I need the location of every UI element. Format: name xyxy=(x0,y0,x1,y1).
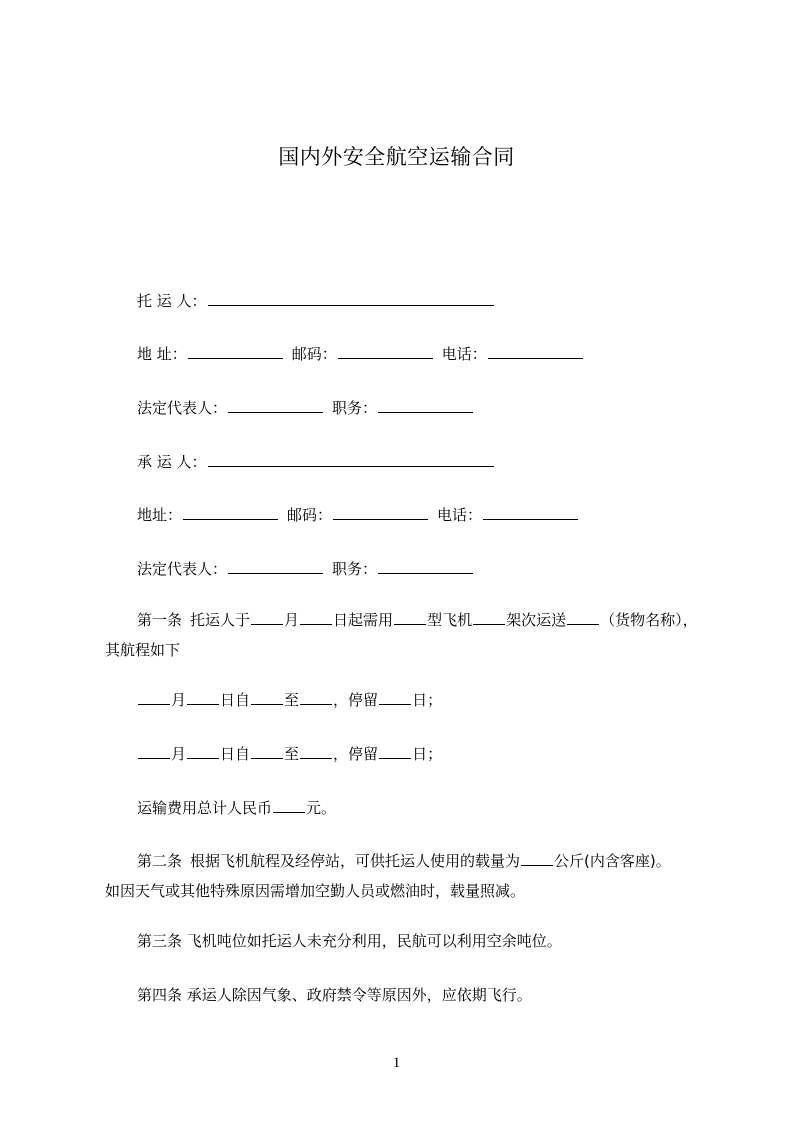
article-1-text: 日起需用 xyxy=(333,611,394,629)
postcode-label: 邮码： xyxy=(287,506,333,524)
article-1-text: 月 xyxy=(284,611,300,629)
article-1-line-2: 其航程如下 xyxy=(105,641,181,659)
route-text: ，停留 xyxy=(333,691,379,709)
route-text: ，停留 xyxy=(333,745,379,763)
carrier-legal-rep-line xyxy=(137,558,474,580)
route-line-2 xyxy=(137,743,442,765)
destination-blank[interactable] xyxy=(300,743,332,759)
position-label: 职务： xyxy=(332,399,378,417)
fee-text: 元。 xyxy=(306,799,337,817)
route-text: 日； xyxy=(412,691,443,709)
article-1 xyxy=(105,605,705,665)
day-blank[interactable] xyxy=(187,743,219,759)
carrier-address-line xyxy=(137,504,579,526)
contract-title: 国内外安全航空运输合同 xyxy=(278,145,515,169)
route-text: 月 xyxy=(171,691,187,709)
article-4: 第四条 承运人除因气象、政府禁令等原因外，应依期飞行。 xyxy=(137,986,532,1004)
phone-blank[interactable] xyxy=(483,504,578,520)
position-label: 职务： xyxy=(332,560,378,578)
route-text: 日自 xyxy=(220,745,251,763)
origin-blank[interactable] xyxy=(251,689,283,705)
phone-label: 电话： xyxy=(437,506,483,524)
goods-blank[interactable] xyxy=(567,609,599,625)
article-2 xyxy=(105,846,705,906)
carrier-line xyxy=(137,451,495,473)
stay-days-blank[interactable] xyxy=(379,689,411,705)
day-blank[interactable] xyxy=(300,609,332,625)
origin-blank[interactable] xyxy=(251,743,283,759)
article-1-text: 架次运送 xyxy=(506,611,567,629)
aircraft-type-blank[interactable] xyxy=(394,609,426,625)
article-2-text: 公斤(内含客座)。 xyxy=(554,852,671,870)
month-blank[interactable] xyxy=(251,609,283,625)
address-label: 地址： xyxy=(137,506,183,524)
position-blank[interactable] xyxy=(378,558,473,574)
address-blank[interactable] xyxy=(183,504,278,520)
route-text: 至 xyxy=(284,745,300,763)
shipper-label: 托 运 人： xyxy=(137,292,207,310)
phone-label: 电话： xyxy=(441,345,487,363)
carrier-blank[interactable] xyxy=(208,451,494,467)
legal-rep-label: 法定代表人： xyxy=(137,560,228,578)
postcode-blank[interactable] xyxy=(338,343,433,359)
article-1-text: 型飞机 xyxy=(427,611,473,629)
position-blank[interactable] xyxy=(378,397,473,413)
legal-rep-blank[interactable] xyxy=(228,558,323,574)
phone-blank[interactable] xyxy=(488,343,583,359)
legal-rep-label: 法定代表人： xyxy=(137,399,228,417)
stay-days-blank[interactable] xyxy=(379,743,411,759)
payload-blank[interactable] xyxy=(521,850,553,866)
route-text: 日自 xyxy=(220,691,251,709)
fee-line xyxy=(137,797,336,819)
article-3: 第三条 飞机吨位如托运人未充分利用，民航可以利用空余吨位。 xyxy=(137,932,562,950)
day-blank[interactable] xyxy=(187,689,219,705)
article-2-line-2: 如因天气或其他特殊原因需增加空勤人员或燃油时，载量照减。 xyxy=(105,882,526,900)
route-text: 至 xyxy=(284,691,300,709)
shipper-legal-rep-line xyxy=(137,397,474,419)
article-2-text: 根据飞机航程及经停站，可供托运人使用的载量为 xyxy=(190,852,521,870)
article-1-text: （货物名称）， xyxy=(600,611,698,629)
shipper-blank[interactable] xyxy=(208,290,494,306)
shipper-line xyxy=(137,290,495,312)
route-line-1 xyxy=(137,689,442,711)
flights-blank[interactable] xyxy=(473,609,505,625)
carrier-label: 承 运 人： xyxy=(137,453,207,471)
address-label: 地 址： xyxy=(137,345,187,363)
route-text: 日； xyxy=(412,745,443,763)
destination-blank[interactable] xyxy=(300,689,332,705)
article-1-text: 托运人于 xyxy=(190,611,251,629)
month-blank[interactable] xyxy=(138,743,170,759)
page-number: 1 xyxy=(392,1055,401,1071)
article-1-number: 第一条 xyxy=(137,611,183,629)
address-blank[interactable] xyxy=(188,343,283,359)
route-text: 月 xyxy=(171,745,187,763)
postcode-blank[interactable] xyxy=(333,504,428,520)
legal-rep-blank[interactable] xyxy=(228,397,323,413)
postcode-label: 邮码： xyxy=(291,345,337,363)
shipper-address-line xyxy=(137,343,584,365)
fee-amount-blank[interactable] xyxy=(273,797,305,813)
month-blank[interactable] xyxy=(138,689,170,705)
article-2-number: 第二条 xyxy=(137,852,183,870)
fee-text: 运输费用总计人民币 xyxy=(137,799,273,817)
